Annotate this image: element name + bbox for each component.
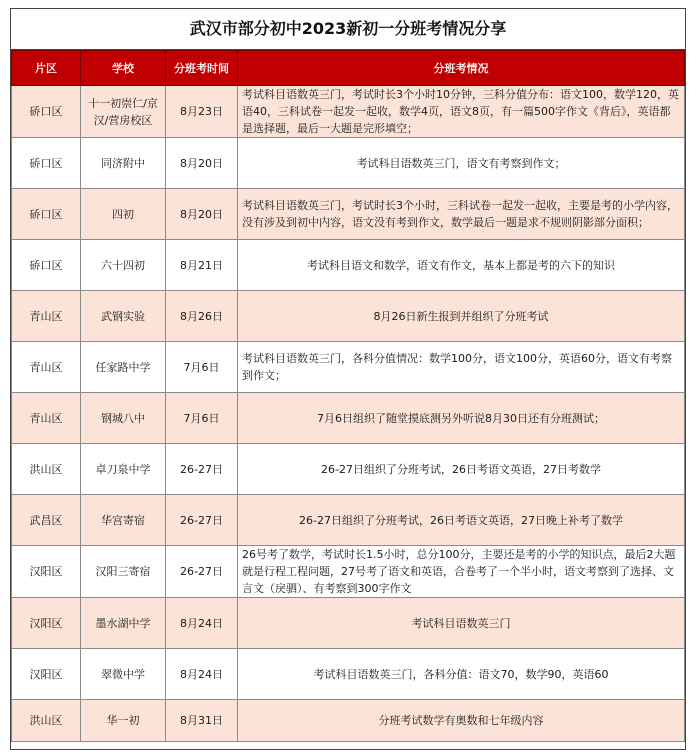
cell-date: 8月24日 — [166, 649, 238, 700]
cell-detail: 考试科目语数英三门，各科分值情况：数学100分，语文100分，英语60分，语文有考察到作文； — [238, 342, 685, 393]
table-row — [12, 495, 685, 546]
cell-school: 四初 — [81, 189, 166, 240]
cell-school: 同济附中 — [81, 138, 166, 189]
cell-date: 26-27日 — [166, 495, 238, 546]
cell-date: 8月23日 — [166, 86, 238, 138]
cell-school: 墨水湖中学 — [81, 598, 166, 649]
cell-district: 青山区 — [12, 393, 81, 444]
exam-table — [11, 50, 685, 742]
cell-detail: 考试科目语文和数学，语文有作文，基本上都是考的六下的知识 — [238, 240, 685, 291]
cell-district: 硚口区 — [12, 240, 81, 291]
table-row — [12, 546, 685, 598]
cell-district: 汉阳区 — [12, 546, 81, 598]
cell-district: 青山区 — [12, 342, 81, 393]
cell-district: 洪山区 — [12, 444, 81, 495]
document-frame — [10, 8, 686, 750]
table-row — [12, 598, 685, 649]
table-row — [12, 342, 685, 393]
table-row — [12, 240, 685, 291]
cell-detail: 分班考试数学有奥数和七年级内容 — [238, 700, 685, 742]
cell-school: 华宫寄宿 — [81, 495, 166, 546]
cell-date: 26-27日 — [166, 546, 238, 598]
cell-district: 洪山区 — [12, 700, 81, 742]
cell-school: 华一初 — [81, 700, 166, 742]
table-row — [12, 649, 685, 700]
cell-date: 7月6日 — [166, 342, 238, 393]
table-row — [12, 138, 685, 189]
cell-school: 任家路中学 — [81, 342, 166, 393]
cell-school: 十一初崇仁/京汉/营房校区 — [81, 86, 166, 138]
header-district: 片区 — [12, 51, 81, 86]
cell-school: 六十四初 — [81, 240, 166, 291]
cell-detail: 考试科目语数英三门，考试时长3个小时10分钟，三科分值分布：语文100，数学120，英语40，三科试卷一起发一起收，数学4页，语文8页，有一篇500字作文《背后》，英语都是选择题，最后一大题是完形填空； — [238, 86, 685, 138]
cell-date: 8月26日 — [166, 291, 238, 342]
cell-detail: 考试科目语数英三门，语文有考察到作文； — [238, 138, 685, 189]
cell-detail: 26-27日组织了分班考试，26日考语文英语，27日晚上补考了数学 — [238, 495, 685, 546]
cell-date: 26-27日 — [166, 444, 238, 495]
cell-detail: 26号考了数学，考试时长1.5小时，总分100分，主要还是考的小学的知识点，最后2大题就是行程工程问题，27号考了语文和英语，合卷考了一个半小时，语文考察到了选择、文言文（戾驷）、有考察到300字作文 — [238, 546, 685, 598]
cell-school: 汉阳三寄宿 — [81, 546, 166, 598]
cell-school: 武钢实验 — [81, 291, 166, 342]
cell-detail: 考试科目语数英三门 — [238, 598, 685, 649]
cell-school: 卓刀泉中学 — [81, 444, 166, 495]
cell-date: 8月21日 — [166, 240, 238, 291]
table-row — [12, 86, 685, 138]
cell-date: 8月20日 — [166, 189, 238, 240]
cell-detail: 7月6日组织了随堂摸底测另外听说8月30日还有分班测试； — [238, 393, 685, 444]
header-detail: 分班考情况 — [238, 51, 685, 86]
page-title: 武汉市部分初中2023新初一分班考情况分享 — [11, 9, 685, 50]
cell-date: 8月24日 — [166, 598, 238, 649]
cell-school: 翠微中学 — [81, 649, 166, 700]
cell-district: 硚口区 — [12, 189, 81, 240]
table-row — [12, 700, 685, 742]
cell-district: 硚口区 — [12, 86, 81, 138]
table-row — [12, 393, 685, 444]
cell-district: 硚口区 — [12, 138, 81, 189]
header-school: 学校 — [81, 51, 166, 86]
cell-district: 武昌区 — [12, 495, 81, 546]
cell-date: 8月20日 — [166, 138, 238, 189]
table-row — [12, 444, 685, 495]
cell-district: 汉阳区 — [12, 649, 81, 700]
cell-date: 8月31日 — [166, 700, 238, 742]
cell-detail: 考试科目语数英三门，各科分值：语文70，数学90，英语60 — [238, 649, 685, 700]
table-header-row — [12, 51, 685, 86]
cell-detail: 考试科目语数英三门，考试时长3个小时，三科试卷一起发一起收，主要是考的小学内容，没有涉及到初中内容，语文没有考到作文，数学最后一题是求不规则阴影部分面积； — [238, 189, 685, 240]
cell-school: 钢城八中 — [81, 393, 166, 444]
cell-district: 青山区 — [12, 291, 81, 342]
cell-detail: 26-27日组织了分班考试，26日考语文英语，27日考数学 — [238, 444, 685, 495]
header-date: 分班考时间 — [166, 51, 238, 86]
cell-detail: 8月26日新生报到并组织了分班考试 — [238, 291, 685, 342]
cell-district: 汉阳区 — [12, 598, 81, 649]
table-row — [12, 189, 685, 240]
cell-date: 7月6日 — [166, 393, 238, 444]
table-row — [12, 291, 685, 342]
